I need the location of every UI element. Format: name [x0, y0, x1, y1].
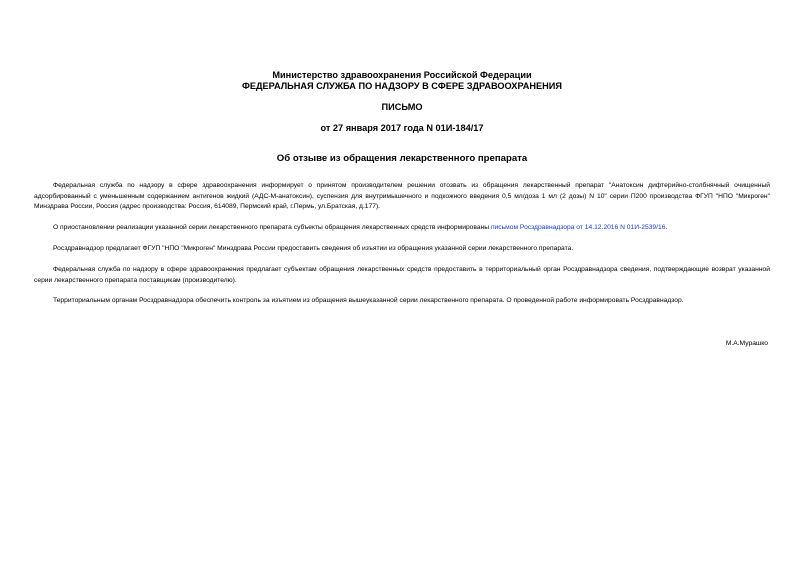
- paragraph-suspension-info: [34, 223, 770, 234]
- paragraph-text-end: .: [665, 224, 668, 231]
- signature: М.А.Мурашко: [725, 340, 768, 347]
- paragraph-recall-notice: Федеральная служба по надзору в сфере здравоохранения информирует о принятом производителем решении отозвать из обращения лекарственный препарат "Анатоксин дифтерийно-столбнячный очищенный адсорбированный с уменьшенным содержанием антигенов жидкий (АДС-М-анатоксин), суспензия для внутримышечного и подкожного введения 0,5 мл/доза 1 мл (2 дозы) N 10" серии П200 производства ФГУП "НПО "Микроген" Минздрава России, Россия (адрес производства: Россия, 614089, Пермский край, г.Пермь, ул.Братская, д.177).: [34, 182, 770, 210]
- ministry-heading: Министерство здравоохранения Российской Федерации: [272, 70, 532, 80]
- service-heading: ФЕДЕРАЛЬНАЯ СЛУЖБА ПО НАДЗОРУ В СФЕРЕ ЗДРАВООХРАНЕНИЯ: [241, 81, 562, 91]
- paragraph-text: О приостановлении реализации указанной серии лекарственного препарата субъекты обращения лекарственных средств информированы: [53, 224, 491, 231]
- paragraph-subjects-request: Федеральная служба по надзору в сфере здравоохранения предлагает субъектам обращения лекарственных средств предоставить в территориальный орган Росздравнадзора сведения, подтверждающие возврат указанной серии лекарственного препарата поставщикам (производителю).: [34, 266, 770, 284]
- previous-letter-link[interactable]: письмом Росздравнадзора от 14.12.2016 N 01И-2539/16: [490, 224, 666, 231]
- document-type: ПИСЬМО: [381, 102, 423, 112]
- paragraph-territorial-control: Территориальным органам Росздравнадзора обеспечить контроль за изъятием из обращения вышеуказанной серии лекарственного препарата. О проведенной работе информировать Росздравнадзор.: [53, 297, 684, 304]
- document-date-number: от 27 января 2017 года N 01И-184/17: [320, 123, 484, 133]
- paragraph-manufacturer-request: Росздравнадзор предлагает ФГУП "НПО "Микроген" Минздрава России предоставить сведения об изъятии из обращения указанной серии лекарственного препарата.: [53, 245, 574, 252]
- document-page: [34, 0, 770, 571]
- document-subject: Об отзыве из обращения лекарственного препарата: [276, 153, 528, 164]
